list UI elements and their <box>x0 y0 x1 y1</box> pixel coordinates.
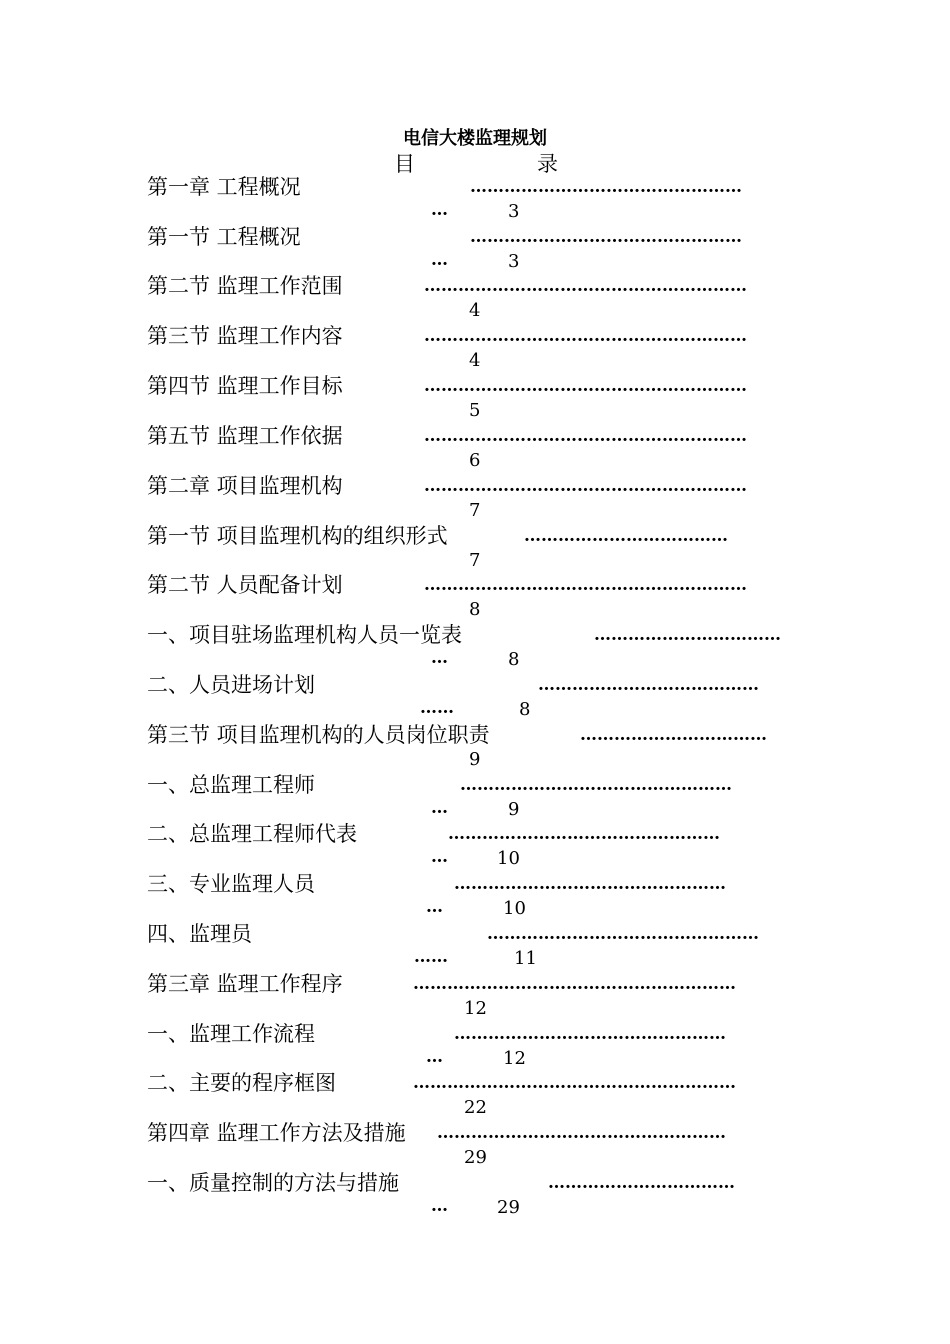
toc-entry[interactable] <box>0 1120 950 1170</box>
toc-page-number: 10 <box>497 848 520 869</box>
toc-entry-label: 第二节 人员配备计划 <box>147 573 343 597</box>
toc-entry-label: 二、主要的程序框图 <box>147 1071 336 1095</box>
toc-page-number: 11 <box>514 948 537 969</box>
toc-leader-dots: ……………………………… <box>524 526 728 546</box>
toc-leader-dots: ………………………………………………… <box>424 276 747 296</box>
toc-page-number: 8 <box>519 699 531 720</box>
toc-entry-label: 一、质量控制的方法与措施 <box>147 1171 399 1195</box>
toc-entry[interactable] <box>0 772 950 822</box>
toc-page-number: 7 <box>469 500 481 521</box>
toc-leader-dots: …………………………… <box>548 1173 735 1193</box>
toc-leader-dots: ………………………………………………… <box>424 326 747 346</box>
toc-entry-label: 一、监理工作流程 <box>147 1022 315 1046</box>
toc-entry-label: 第一节 项目监理机构的组织形式 <box>147 524 448 548</box>
toc-heading-right: 录 <box>537 152 558 176</box>
toc-page-number: 9 <box>469 749 481 770</box>
toc-leader-dots: …………………………………………… <box>437 1123 726 1143</box>
toc-page-number: 3 <box>508 251 520 272</box>
toc-entry[interactable] <box>0 821 950 871</box>
toc-entry-label: 第一节 工程概况 <box>147 225 301 249</box>
toc-entry[interactable] <box>0 373 950 423</box>
document-title: 电信大楼监理规划 <box>403 128 547 149</box>
toc-entry-label: 二、人员进场计划 <box>147 673 315 697</box>
toc-entry-label: 第四节 监理工作目标 <box>147 374 343 398</box>
toc-leader-dots: ………………………………………… <box>470 177 742 197</box>
toc-leader-dots: ………………………………………… <box>454 874 726 894</box>
toc-entry[interactable] <box>0 722 950 772</box>
toc-leader-dots: ………………………………………………… <box>424 575 747 595</box>
toc-entry[interactable] <box>0 871 950 921</box>
toc-entry[interactable] <box>0 672 950 722</box>
toc-page-number: 29 <box>497 1197 520 1218</box>
toc-leader-dots: …………………………… <box>580 725 767 745</box>
toc-page-number: 8 <box>508 649 520 670</box>
toc-entry[interactable] <box>0 971 950 1021</box>
toc-entry[interactable] <box>0 323 950 373</box>
toc-page-number: 5 <box>469 400 481 421</box>
toc-entry[interactable] <box>0 1170 950 1220</box>
toc-leader-dots: ………………………………………… <box>470 227 742 247</box>
toc-entry[interactable] <box>0 473 950 523</box>
toc-page-number: 22 <box>464 1097 487 1118</box>
toc-page-number: 8 <box>469 599 481 620</box>
toc-entry-label: 二、总监理工程师代表 <box>147 822 357 846</box>
toc-leader-dots-cont: … <box>431 1196 448 1216</box>
toc-leader-dots-cont: … <box>426 897 443 917</box>
toc-entry[interactable] <box>0 174 950 224</box>
toc-page-number: 3 <box>508 201 520 222</box>
toc-page-number: 6 <box>469 450 481 471</box>
toc-leader-dots-cont: … <box>426 1047 443 1067</box>
toc-entry[interactable] <box>0 1021 950 1071</box>
toc-entry-label: 第四章 监理工作方法及措施 <box>147 1121 406 1145</box>
toc-entry[interactable] <box>0 523 950 573</box>
toc-leader-dots: ………………………………………………… <box>424 476 747 496</box>
toc-leader-dots-cont: … <box>431 200 448 220</box>
toc-leader-dots-cont: … <box>431 798 448 818</box>
toc-page-number: 9 <box>508 799 520 820</box>
toc-page-number: 12 <box>503 1048 526 1069</box>
toc-entry-label: 第三节 监理工作内容 <box>147 324 343 348</box>
toc-entry-label: 第三章 监理工作程序 <box>147 972 343 996</box>
toc-entry[interactable] <box>0 572 950 622</box>
toc-entry[interactable] <box>0 1070 950 1120</box>
toc-entry[interactable] <box>0 224 950 274</box>
toc-entry[interactable] <box>0 423 950 473</box>
toc-leader-dots: ………………………………………… <box>460 775 732 795</box>
toc-leader-dots: ………………………………………………… <box>424 426 747 446</box>
toc-leader-dots-cont: …… <box>420 698 454 718</box>
toc-leader-dots: ………………………………………………… <box>413 1073 736 1093</box>
toc-leader-dots: ………………………………………… <box>454 1024 726 1044</box>
toc-leader-dots: …………………………… <box>594 625 781 645</box>
toc-entry-label: 一、总监理工程师 <box>147 773 315 797</box>
toc-entry-label: 三、专业监理人员 <box>147 872 315 896</box>
toc-page-number: 4 <box>469 350 481 371</box>
toc-leader-dots: ………………………………………… <box>448 824 720 844</box>
toc-page-number: 4 <box>469 300 481 321</box>
toc-leader-dots-cont: … <box>431 250 448 270</box>
toc-page-number: 12 <box>464 998 487 1019</box>
toc-entry[interactable] <box>0 273 950 323</box>
toc-page-number: 7 <box>469 550 481 571</box>
toc-entry-label: 一、项目驻场监理机构人员一览表 <box>147 623 462 647</box>
toc-leader-dots: ………………………………………………… <box>424 376 747 396</box>
toc-leader-dots-cont: … <box>431 648 448 668</box>
toc-entry-label: 第五节 监理工作依据 <box>147 424 343 448</box>
toc-entry-label: 四、监理员 <box>147 922 252 946</box>
toc-page-number: 29 <box>464 1147 487 1168</box>
toc-entry-label: 第二章 项目监理机构 <box>147 474 343 498</box>
toc-entry-label: 第二节 监理工作范围 <box>147 274 343 298</box>
toc-entry-label: 第一章 工程概况 <box>147 175 301 199</box>
toc-leader-dots: ………………………………………… <box>487 924 759 944</box>
toc-entry-label: 第三节 项目监理机构的人员岗位职责 <box>147 723 490 747</box>
toc-leader-dots: ………………………………………………… <box>413 974 736 994</box>
toc-leader-dots-cont: … <box>431 847 448 867</box>
toc-page-number: 10 <box>503 898 526 919</box>
toc-leader-dots: ………………………………… <box>538 675 759 695</box>
toc-entry[interactable] <box>0 622 950 672</box>
toc-entry[interactable] <box>0 921 950 971</box>
toc-heading-left: 目 <box>394 152 415 176</box>
toc-leader-dots-cont: …… <box>414 947 448 967</box>
